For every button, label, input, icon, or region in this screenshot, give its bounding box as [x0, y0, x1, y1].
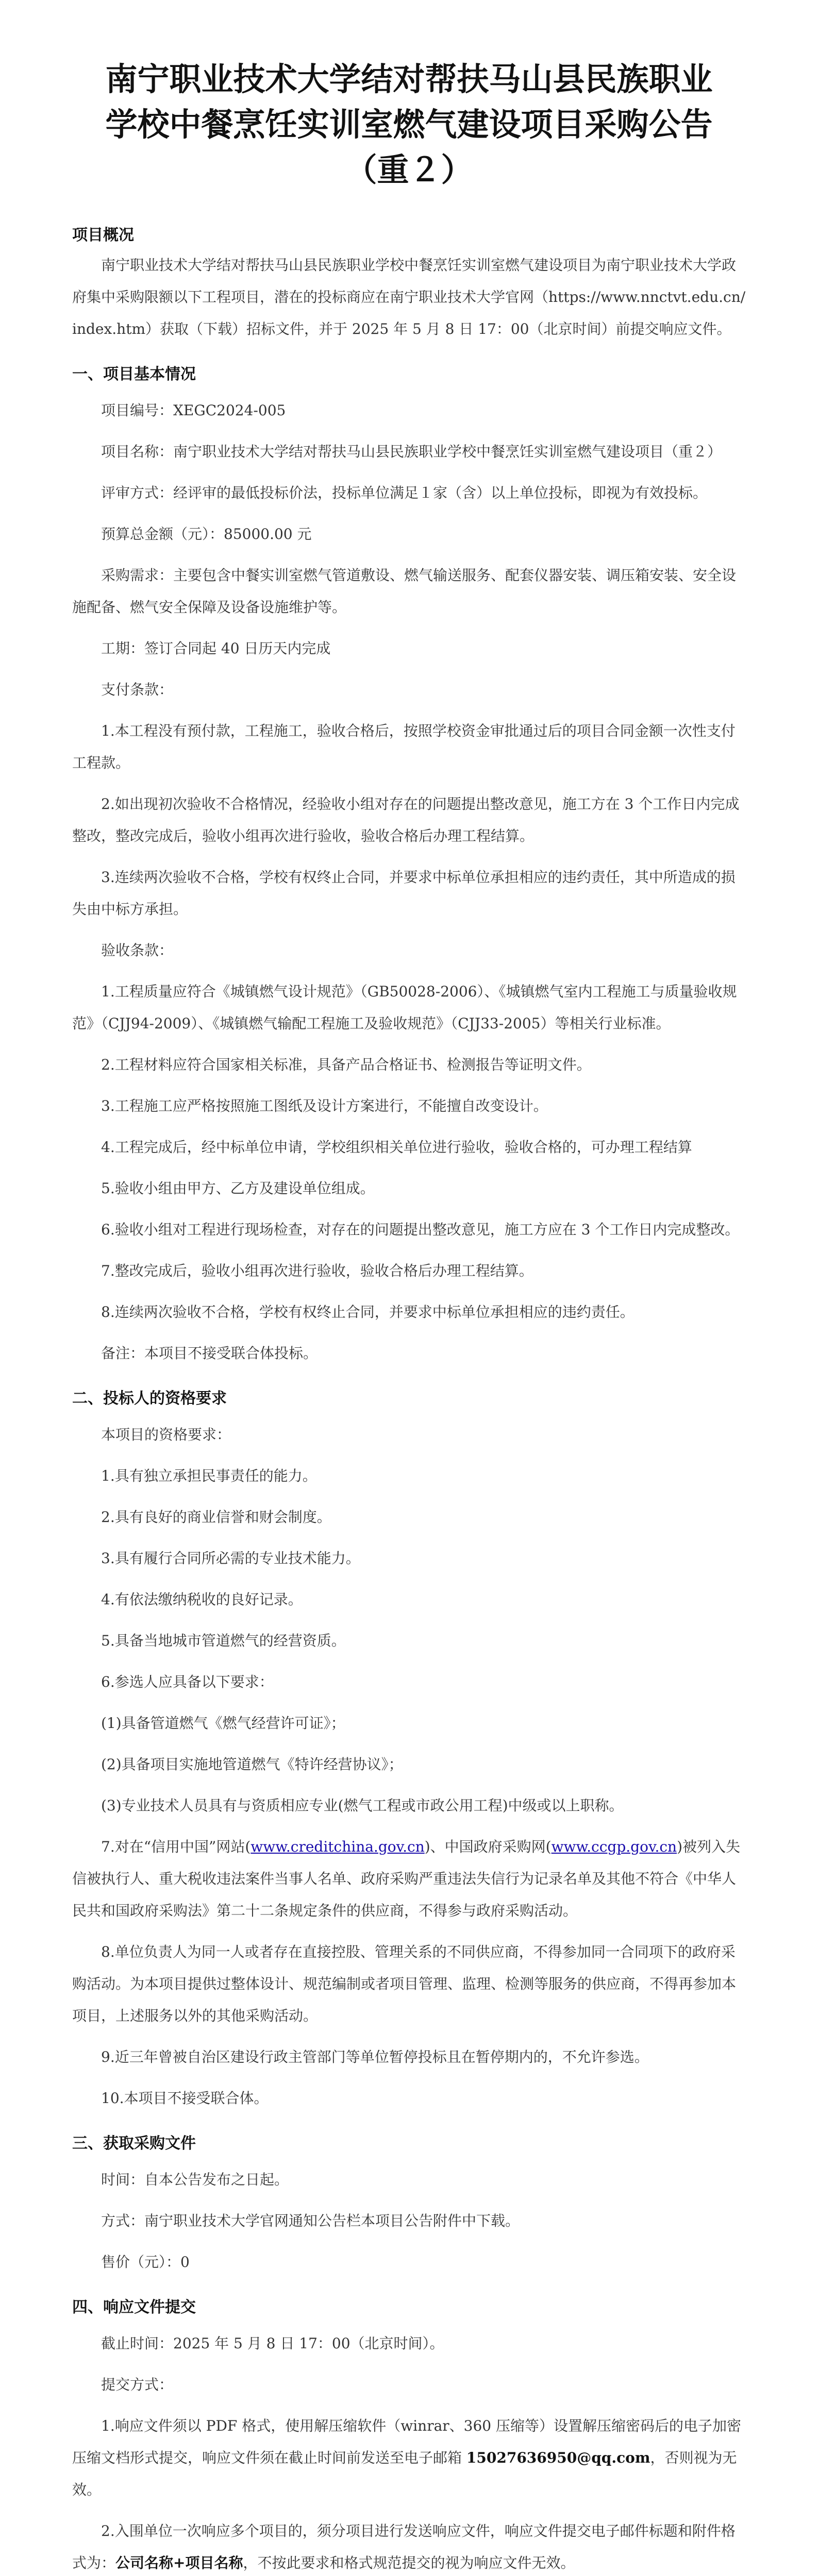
section-1-heading: 一、项目基本情况 [72, 365, 196, 383]
title-line-2: 学校中餐烹饪实训室燃气建设项目采购公告 [105, 106, 713, 143]
qualification-item-6: 6.参选人应具备以下要求： [101, 1673, 274, 1690]
qualification-item-6-2: (2)具备项目实施地管道燃气《特许经营协议》； [101, 1756, 403, 1773]
overview-text: 南宁职业技术大学结对帮扶马山县民族职业学校中餐烹饪实训室燃气建设项目为南宁职业技术大学政府集中采购限额以下工程项目，潜在的投标商应在南宁职业技术大学官网（https://www.nnctvt.edu.cn/index.htm）获取（下载）招标文件，并于 2025 年 5 月 8 日 17：00（北京时间）前提交响应文件。 [72, 257, 746, 337]
qualification-item-5: 5.具备当地城市管道燃气的经营资质。 [101, 1632, 346, 1649]
budget-amount: 预算总金额（元）：85000.00 元 [101, 526, 312, 543]
title-line-3: （重２） [345, 151, 473, 189]
consortium-note: 备注：本项目不接受联合体投标。 [101, 1345, 318, 1362]
method-1-suffix: ，否则视为无效。 [72, 2449, 737, 2498]
qualification-intro: 本项目的资格要求： [101, 1426, 231, 1443]
page-title [72, 57, 746, 193]
acceptance-term-6: 6.验收小组对工程进行现场检查，对存在的问题提出整改意见，施工方应在 3 个工作日内完成整改。 [101, 1221, 740, 1238]
method-2-prefix: 2.入围单位一次响应多个项目的，须分项目进行发送响应文件，响应文件提交电子邮件标题和附件格式为： [72, 2522, 736, 2571]
qualification-item-9: 9.近三年曾被自治区建设行政主管部门等单位暂停投标且在暂停期内的，不允许参选。 [101, 2048, 649, 2065]
qualification-item-6-1: (1)具备管道燃气《燃气经营许可证》； [101, 1715, 345, 1732]
method-2-suffix: ，不按此要求和格式规范提交的视为响应文件无效。 [243, 2554, 575, 2571]
qualification-item-10: 10.本项目不接受联合体。 [101, 2090, 269, 2107]
project-name: 项目名称：南宁职业技术大学结对帮扶马山县民族职业学校中餐烹饪实训室燃气建设项目（重２） [101, 443, 722, 460]
payment-term-1: 1.本工程没有预付款，工程施工，验收合格后，按照学校资金审批通过后的项目合同金额一次性支付工程款。 [72, 722, 736, 771]
section-4-heading: 四、响应文件提交 [72, 2298, 196, 2316]
qualification-item-3: 3.具有履行合同所必需的专业技术能力。 [101, 1550, 360, 1567]
qualification-item-4: 4.有依法缴纳税收的良好记录。 [101, 1591, 303, 1608]
payment-terms-label: 支付条款： [101, 681, 174, 698]
item7-mid: )、中国政府采购网( [424, 1838, 552, 1855]
procurement-content: 采购需求：主要包含中餐实训室燃气管道敷设、燃气输送服务、配套仪器安装、调压箱安装、安全设施配备、燃气安全保障及设备设施维护等。 [72, 567, 737, 616]
document-obtain-time: 时间：自本公告发布之日起。 [101, 2171, 289, 2188]
method-1-prefix: 1.响应文件须以 PDF 格式，使用解压缩软件（winrar、360 压缩等）设置解压缩密码后的电子加密压缩文档形式提交，响应文件须在截止时间前发送至电子邮箱 [72, 2417, 741, 2466]
submission-email[interactable]: 15027636950@qq.com [466, 2449, 650, 2466]
acceptance-term-2: 2.工程材料应符合国家相关标准，具备产品合格证书、检测报告等证明文件。 [101, 1056, 591, 1073]
qualification-item-1: 1.具有独立承担民事责任的能力。 [101, 1467, 317, 1484]
section-2-heading: 二、投标人的资格要求 [72, 1389, 227, 1408]
payment-term-3: 3.连续两次验收不合格，学校有权终止合同，并要求中标单位承担相应的违约责任，其中所造成的损失由中标方承担。 [72, 869, 736, 918]
construction-period: 工期：签订合同起 40 日历天内完成 [101, 640, 331, 657]
evaluation-method: 评审方式：经评审的最低投标价法，投标单位满足１家（含）以上单位投标，即视为有效投标。 [101, 484, 708, 501]
acceptance-term-3: 3.工程施工应严格按照施工图纸及设计方案进行，不能擅自改变设计。 [101, 1097, 548, 1114]
acceptance-terms-label: 验收条款： [101, 942, 174, 959]
overview-heading: 项目概况 [72, 226, 134, 244]
qualification-item-6-3: (3)专业技术人员具有与资质相应专业(燃气工程或市政公用工程)中级或以上职称。 [101, 1797, 624, 1814]
acceptance-term-8: 8.连续两次验收不合格，学校有权终止合同，并要求中标单位承担相应的违约责任。 [101, 1303, 635, 1320]
submission-method-1 [72, 2410, 746, 2506]
acceptance-term-4: 4.工程完成后，经中标单位申请，学校组织相关单位进行验收，验收合格的，可办理工程结算 [101, 1139, 692, 1156]
item7-prefix: 7.对在“信用中国”网站( [101, 1838, 251, 1855]
payment-term-2: 2.如出现初次验收不合格情况，经验收小组对存在的问题提出整改意见，施工方在 3 个工作日内完成整改，整改完成后，验收小组再次进行验收，验收合格后办理工程结算。 [72, 795, 740, 844]
email-title-format: 公司名称+项目名称 [115, 2554, 243, 2571]
title-line-1: 南宁职业技术大学结对帮扶马山县民族职业 [105, 60, 713, 98]
qualification-item-8: 8.单位负责人为同一人或者存在直接控股、管理关系的不同供应商，不得参加同一合同项下的政府采购活动。为本项目提供过整体设计、规范编制或者项目管理、监理、检测等服务的供应商，不得再参加本项目，上述服务以外的其他采购活动。 [72, 1943, 737, 2024]
item7-suffix: )被列入失信被执行人、重大税收违法案件当事人名单、政府采购严重违法失信行为记录名单及其他不符合《中华人民共和国政府采购法》第二十二条规定条件的供应商，不得参与政府采购活动。 [72, 1838, 740, 1919]
ccgp-link[interactable]: www.ccgp.gov.cn [551, 1838, 677, 1855]
acceptance-term-7: 7.整改完成后，验收小组再次进行验收，验收合格后办理工程结算。 [101, 1262, 533, 1279]
submission-method-2 [72, 2515, 746, 2576]
section-3-heading: 三、获取采购文件 [72, 2134, 196, 2153]
qualification-item-7 [72, 1831, 746, 1927]
acceptance-term-1: 1.工程质量应符合《城镇燃气设计规范》（GB50028-2006）、《城镇燃气室内工程施工与质量验收规范》（CJJ94-2009）、《城镇燃气输配工程施工及验收规范》（CJJ33-2005）等相关行业标准。 [72, 983, 737, 1032]
acceptance-term-5: 5.验收小组由甲方、乙方及建设单位组成。 [101, 1180, 375, 1197]
creditchina-link[interactable]: www.creditchina.gov.cn [251, 1838, 425, 1855]
qualification-item-2: 2.具有良好的商业信誉和财会制度。 [101, 1509, 331, 1526]
submission-method-label: 提交方式： [101, 2376, 174, 2393]
project-number: 项目编号：XEGC2024-005 [101, 402, 286, 419]
submission-deadline: 截止时间：2025 年 5 月 8 日 17：00（北京时间）。 [101, 2335, 444, 2352]
document-price: 售价（元）：0 [101, 2253, 190, 2270]
document-obtain-method: 方式：南宁职业技术大学官网通知公告栏本项目公告附件中下载。 [101, 2212, 520, 2229]
